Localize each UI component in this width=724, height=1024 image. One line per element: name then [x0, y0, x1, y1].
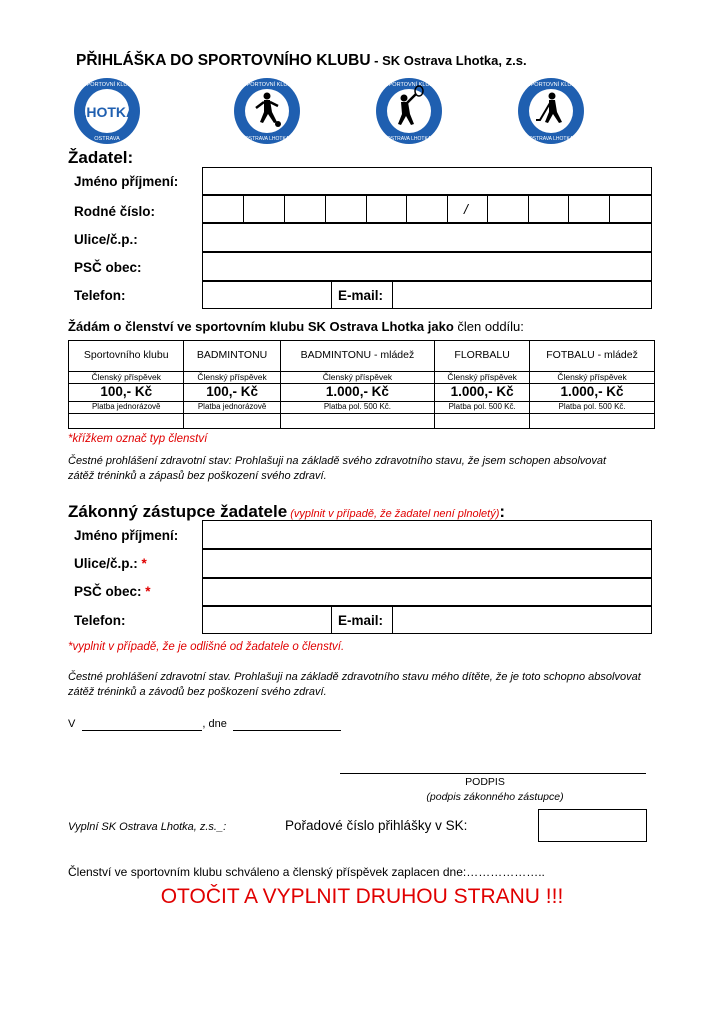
- football-player-logo: [232, 76, 302, 146]
- guardian-zip-field[interactable]: [202, 578, 652, 606]
- guardian-diff-note: *vyplnit v případě, že je odlišné od žadatele o členství.: [68, 641, 345, 653]
- membership-request-bold: Žádám o členství ve sportovním klubu SK Ostrava Lhotka jako: [68, 319, 454, 334]
- membership-amount: 100,- Kč: [69, 384, 184, 402]
- guardian-email-label-cell: [331, 606, 393, 634]
- required-mark: *: [141, 556, 147, 571]
- turn-over-notice: OTOČIT A VYPLNIT DRUHOU STRANU !!!: [160, 885, 564, 908]
- guardian-street-field[interactable]: [202, 549, 652, 578]
- place-prefix: V: [68, 718, 76, 730]
- logo-top-text: SPORTOVNÍ KLUB: [526, 82, 576, 88]
- applicant-health-declaration: Čestné prohlášení zdravotní stav: Prohlašuji na základě svého zdravotního stavu, že jsem schopen absolvovat zátěž tréninků a zápasů bez poškození svého zdraví.: [68, 455, 607, 482]
- birth-digit-cell[interactable]: [366, 196, 407, 222]
- membership-fee-label: Členský příspěvek: [280, 372, 434, 384]
- guardian-phone-field[interactable]: [202, 606, 332, 634]
- applicant-street-field[interactable]: [202, 223, 652, 252]
- date-field[interactable]: [233, 718, 341, 731]
- membership-amount: 1.000,- Kč: [280, 384, 434, 402]
- membership-checkbox-cell[interactable]: [435, 414, 530, 429]
- guardian-zip-text: PSČ obec:: [74, 584, 142, 599]
- applicant-phone-label: Telefon:: [74, 288, 126, 303]
- signature-sub: (podpis zákonného zástupce): [426, 791, 564, 803]
- lhotka-text-logo: [72, 76, 142, 146]
- membership-payment-note: Platba jednorázově: [184, 402, 280, 414]
- guardian-heading-colon: :: [499, 502, 506, 521]
- approval-text: Členství ve sportovním klubu schváleno a členský příspěvek zaplacen dne:………………..: [68, 865, 545, 879]
- page-title: [76, 52, 527, 70]
- logo-bottom-text: OSTRAVA LHOTKA: [386, 136, 432, 142]
- membership-fee-label: Členský příspěvek: [184, 372, 280, 384]
- membership-fee-label: Členský příspěvek: [530, 372, 655, 384]
- floorball-player-logo: [516, 76, 586, 146]
- order-number-label: Pořadové číslo přihlášky v SK:: [285, 818, 468, 833]
- membership-checkbox-cell[interactable]: [280, 414, 434, 429]
- guardian-health-declaration: Čestné prohlášení zdravotní stav. Prohlašuji na základě zdravotního stavu mého dítěte, že je toto schopno absolvovat zátěž tréninků a závodů bez poškození svého zdraví.: [68, 671, 641, 698]
- membership-request: [68, 319, 524, 334]
- guardian-heading-note: (vyplnit v případě, že žadatel není plnoletý): [287, 508, 500, 520]
- birth-separator: /: [464, 201, 468, 217]
- membership-col-name: FOTBALU - mládež: [530, 341, 655, 372]
- membership-request-rest: člen oddílu:: [453, 319, 524, 334]
- logo-bottom-text: OSTRAVA: [94, 136, 120, 142]
- birth-digit-cell[interactable]: [487, 196, 529, 222]
- guardian-heading-main: Zákonný zástupce žadatele: [68, 502, 288, 521]
- membership-payment-note: Platba pol. 500 Kč.: [530, 402, 655, 414]
- logo-top-text: SPORTOVNÍ KLUB: [242, 82, 292, 88]
- birth-digit-cell[interactable]: [568, 196, 610, 222]
- logo-center-text: LHOTKA: [77, 104, 137, 120]
- office-fill-label: Vyplní SK Ostrava Lhotka, z.s._:: [68, 821, 227, 833]
- membership-table: [68, 340, 655, 429]
- birth-digit-cell[interactable]: [528, 196, 569, 222]
- applicant-name-field[interactable]: [202, 167, 652, 195]
- logo-top-text: SPORTOVNÍ KLUB: [82, 82, 132, 88]
- membership-col-name: BADMINTONU: [184, 341, 280, 372]
- guardian-street-label: [74, 556, 147, 571]
- membership-checkbox-cell[interactable]: [184, 414, 280, 429]
- guardian-street-text: Ulice/č.p.:: [74, 556, 138, 571]
- birth-digit-cell[interactable]: [243, 196, 285, 222]
- logo-top-text: SPORTOVNÍ KLUB: [384, 82, 434, 88]
- applicant-zip-field[interactable]: [202, 252, 652, 281]
- applicant-zip-label: PSČ obec:: [74, 260, 142, 275]
- title-sub: - SK Ostrava Lhotka, z.s.: [370, 53, 527, 68]
- signature-line[interactable]: [340, 773, 646, 774]
- applicant-birth-label: Rodné číslo:: [74, 204, 156, 219]
- membership-amount: 1.000,- Kč: [530, 384, 655, 402]
- required-mark: *: [145, 584, 151, 599]
- birth-digit-cell[interactable]: [284, 196, 326, 222]
- title-main: PŘIHLÁŠKA DO SPORTOVNÍHO KLUBU: [76, 52, 371, 69]
- date-prefix: , dne: [202, 718, 227, 730]
- birth-digit-cell[interactable]: [609, 196, 652, 222]
- guardian-heading: [68, 502, 505, 522]
- birth-digit-cell[interactable]: [325, 196, 367, 222]
- applicant-email-label: E-mail:: [338, 288, 384, 303]
- membership-col-name: BADMINTONU - mládež: [280, 341, 434, 372]
- badminton-player-logo: [374, 76, 444, 146]
- guardian-phone-label: Telefon:: [74, 613, 126, 628]
- applicant-phone-field[interactable]: [202, 281, 332, 309]
- membership-col-name: Sportovního klubu: [69, 341, 184, 372]
- birth-digit-cell[interactable]: [203, 196, 244, 222]
- membership-payment-note: Platba pol. 500 Kč.: [435, 402, 530, 414]
- applicant-street-label: Ulice/č.p.:: [74, 232, 138, 247]
- membership-amount: 100,- Kč: [184, 384, 280, 402]
- logo-bottom-text: OSTRAVA LHOTKA: [244, 136, 290, 142]
- applicant-name-label: Jméno příjmení:: [74, 174, 179, 189]
- membership-payment-note: Platba jednorázově: [69, 402, 184, 414]
- signature-label: PODPIS: [465, 776, 505, 788]
- birth-digit-cell[interactable]: [406, 196, 448, 222]
- order-number-field[interactable]: [538, 809, 647, 842]
- applicant-email-field[interactable]: [392, 281, 652, 309]
- guardian-email-label: E-mail:: [338, 613, 384, 628]
- cross-note: *křížkem označ typ členství: [68, 433, 208, 445]
- guardian-name-label: Jméno příjmení:: [74, 528, 179, 543]
- applicant-heading: Žadatel:: [68, 148, 134, 167]
- membership-checkbox-cell[interactable]: [69, 414, 184, 429]
- membership-col-name: FLORBALU: [435, 341, 530, 372]
- guardian-email-field[interactable]: [392, 606, 652, 634]
- applicant-email-label-cell: [331, 281, 393, 309]
- place-field[interactable]: [82, 718, 202, 731]
- guardian-name-field[interactable]: [202, 520, 652, 549]
- membership-fee-label: Členský příspěvek: [435, 372, 530, 384]
- logo-bottom-text: OSTRAVA LHOTKA: [528, 136, 574, 142]
- place-date-row: [68, 718, 341, 731]
- membership-checkbox-cell[interactable]: [530, 414, 655, 429]
- guardian-zip-label: [74, 584, 151, 599]
- membership-fee-label: Členský příspěvek: [69, 372, 184, 384]
- membership-amount: 1.000,- Kč: [435, 384, 530, 402]
- membership-payment-note: Platba pol. 500 Kč.: [280, 402, 434, 414]
- applicant-birth-field[interactable]: [202, 195, 652, 223]
